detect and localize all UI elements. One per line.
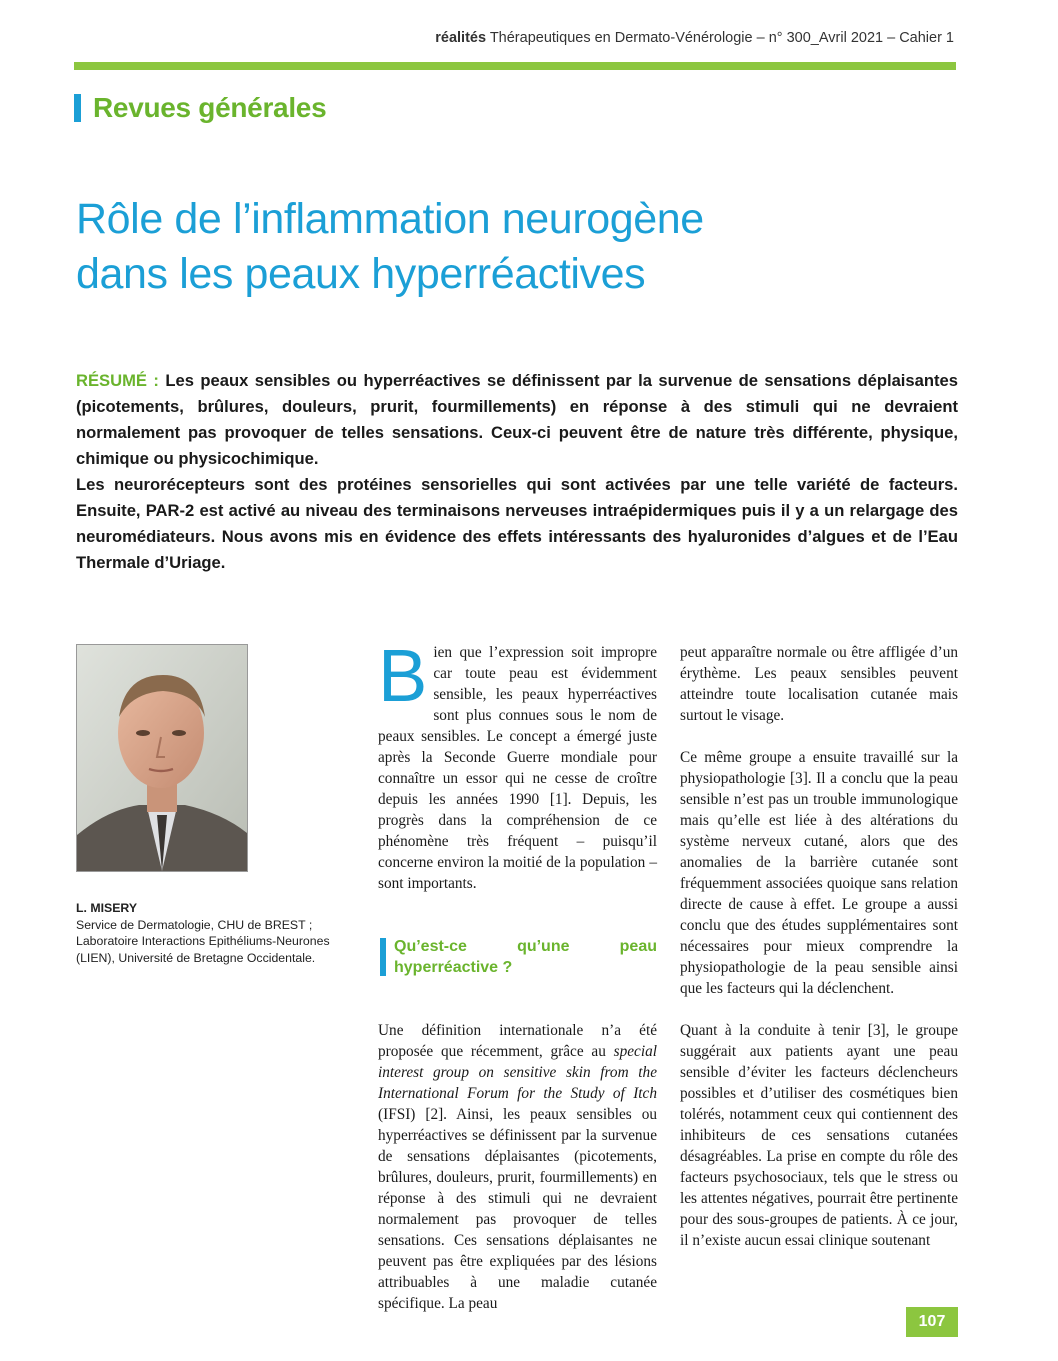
abstract	[76, 368, 958, 576]
intro-text: ien que l’expression soit impropre car toute peau est évidemment sensible, les peaux hyperréactives sont plus connues sous le nom de peaux sensibles. Le concept a émergé juste après la Seconde Guerre mondiale pour connaître un essor qui ne cesse de croître depuis les années 1990 [1]. Depuis, les progrès dans la compréhension de ce phénomène très fréquent – puisqu’il concerne environ la moitié de la population – sont importants.	[378, 644, 657, 892]
abstract-paragraph-2: Les neurorécepteurs sont des protéines sensorielles qui sont activées par une telle variété de facteurs. Ensuite, PAR-2 est activé au niveau des terminaisons nerveuses intraépidermiques puis il y a un relargage des neuromédiateurs. Nous avons mis en évidence des effets intéressants des hyaluronides d’algues et de l’Eau Thermale d’Uriage.	[76, 475, 958, 572]
body-column-1	[378, 634, 657, 1314]
column2-paragraph-3: Quant à la conduite à tenir [3], le groupe suggérait aux patients ayant une peau sensible d’éviter les facteurs déclencheurs possibles et d’utiliser des cosmétiques bien tolérés, notamment ceux qui contiennent des inhibiteurs de ces sensations cutanées désagréables. La prise en compte du rôle des facteurs psychosociaux, tels que le stress ou les attentes négatives, pourrait être pertinente pour des sous-groupes de patients. À ce jour, il n’existe aucun essai clinique soutenant	[680, 1022, 958, 1249]
author-affiliation-1: Service de Dermatologie, CHU de BREST ;	[76, 917, 313, 932]
author-photo	[76, 644, 248, 872]
abstract-lead: RÉSUMÉ :	[76, 371, 159, 390]
subheading-text: Qu’est-ce qu’une peau hyperréactive ?	[394, 938, 657, 976]
paragraph-spacer	[680, 999, 958, 1020]
intro-paragraph	[378, 634, 657, 894]
section-heading	[74, 92, 326, 124]
abstract-paragraph-1	[76, 368, 958, 472]
title-line-2: dans les peaux hyperréactives	[76, 250, 646, 298]
section-label: Revues générales	[93, 92, 327, 123]
definition-paragraph	[378, 1020, 657, 1314]
journal-issue: Thérapeutiques en Dermato-Vénérologie – n° 300_Avril 2021 – Cahier 1	[486, 30, 954, 46]
body-column-2	[680, 642, 958, 1251]
column2-paragraph-1: peut apparaître normale ou être affligée d’un érythème. Les peaux sensibles peuvent atteindre toute localisation cutanée mais surtout le visage.	[680, 644, 958, 724]
subheading-bar	[380, 938, 386, 976]
definition-text-a: Une définition internationale n’a été proposée que récemment, grâce au	[378, 1022, 657, 1060]
definition-italic: special interest group on sensitive skin from the International Forum for the Study of Itch	[378, 1043, 657, 1102]
author-block	[76, 900, 366, 966]
section-bar	[74, 94, 81, 122]
drop-cap: B	[378, 634, 428, 717]
running-header	[435, 30, 954, 46]
subheading	[378, 936, 657, 978]
column2-paragraph-2: Ce même groupe a ensuite travaillé sur la physiopathologie [3]. Il a conclu que la peau sensible n’est pas un trouble immunologique mais qu’elle est liée à des altérations du système nerveux cutané, alors que des anomalies de la barrière cutanée sont fréquemment associées quoique sans relation directe de cause à effet. Le groupe a aussi conclu que des études supplémentaires sont nécessaires pour mieux comprendre la physiopathologie de la peau sensible ainsi que les facteurs qui la déclenchent.	[680, 749, 958, 997]
article-title	[76, 192, 876, 302]
definition-text-c: (IFSI) [2]. Ainsi, les peaux sensibles ou hyperréactives se définissent par la survenue de sensations déplaisantes (picotements, brûlures, douleurs, prurit, fourmillements) en réponse à des stimuli qui ne devraient normalement pas provoquer de telles sensations. Ces sensations déplaisantes ne peuvent pas être expliquées par des lésions attribuables à une maladie cutanée spécifique. La peau	[378, 1106, 657, 1312]
paragraph-spacer	[680, 726, 958, 747]
header-rule	[74, 62, 956, 70]
journal-brand: réalités	[435, 30, 487, 46]
author-affiliation-2: Laboratoire Interactions Epithéliums-Neurones (LIEN), Université de Bretagne Occidentale.	[76, 934, 330, 965]
author-name: L. MISERY	[76, 901, 138, 915]
title-line-1: Rôle de l’inflammation neurogène	[76, 195, 704, 243]
page-number: 107	[906, 1307, 958, 1337]
abstract-text-1: Les peaux sensibles ou hyperréactives se définissent par la survenue de sensations déplaisantes (picotements, brûlures, douleurs, prurit, fourmillements) en réponse à des stimuli qui ne devraient normalement pas provoquer de telles sensations. Ceux-ci peuvent être de nature très différente, physique, chimique ou physicochimique.	[76, 371, 958, 468]
